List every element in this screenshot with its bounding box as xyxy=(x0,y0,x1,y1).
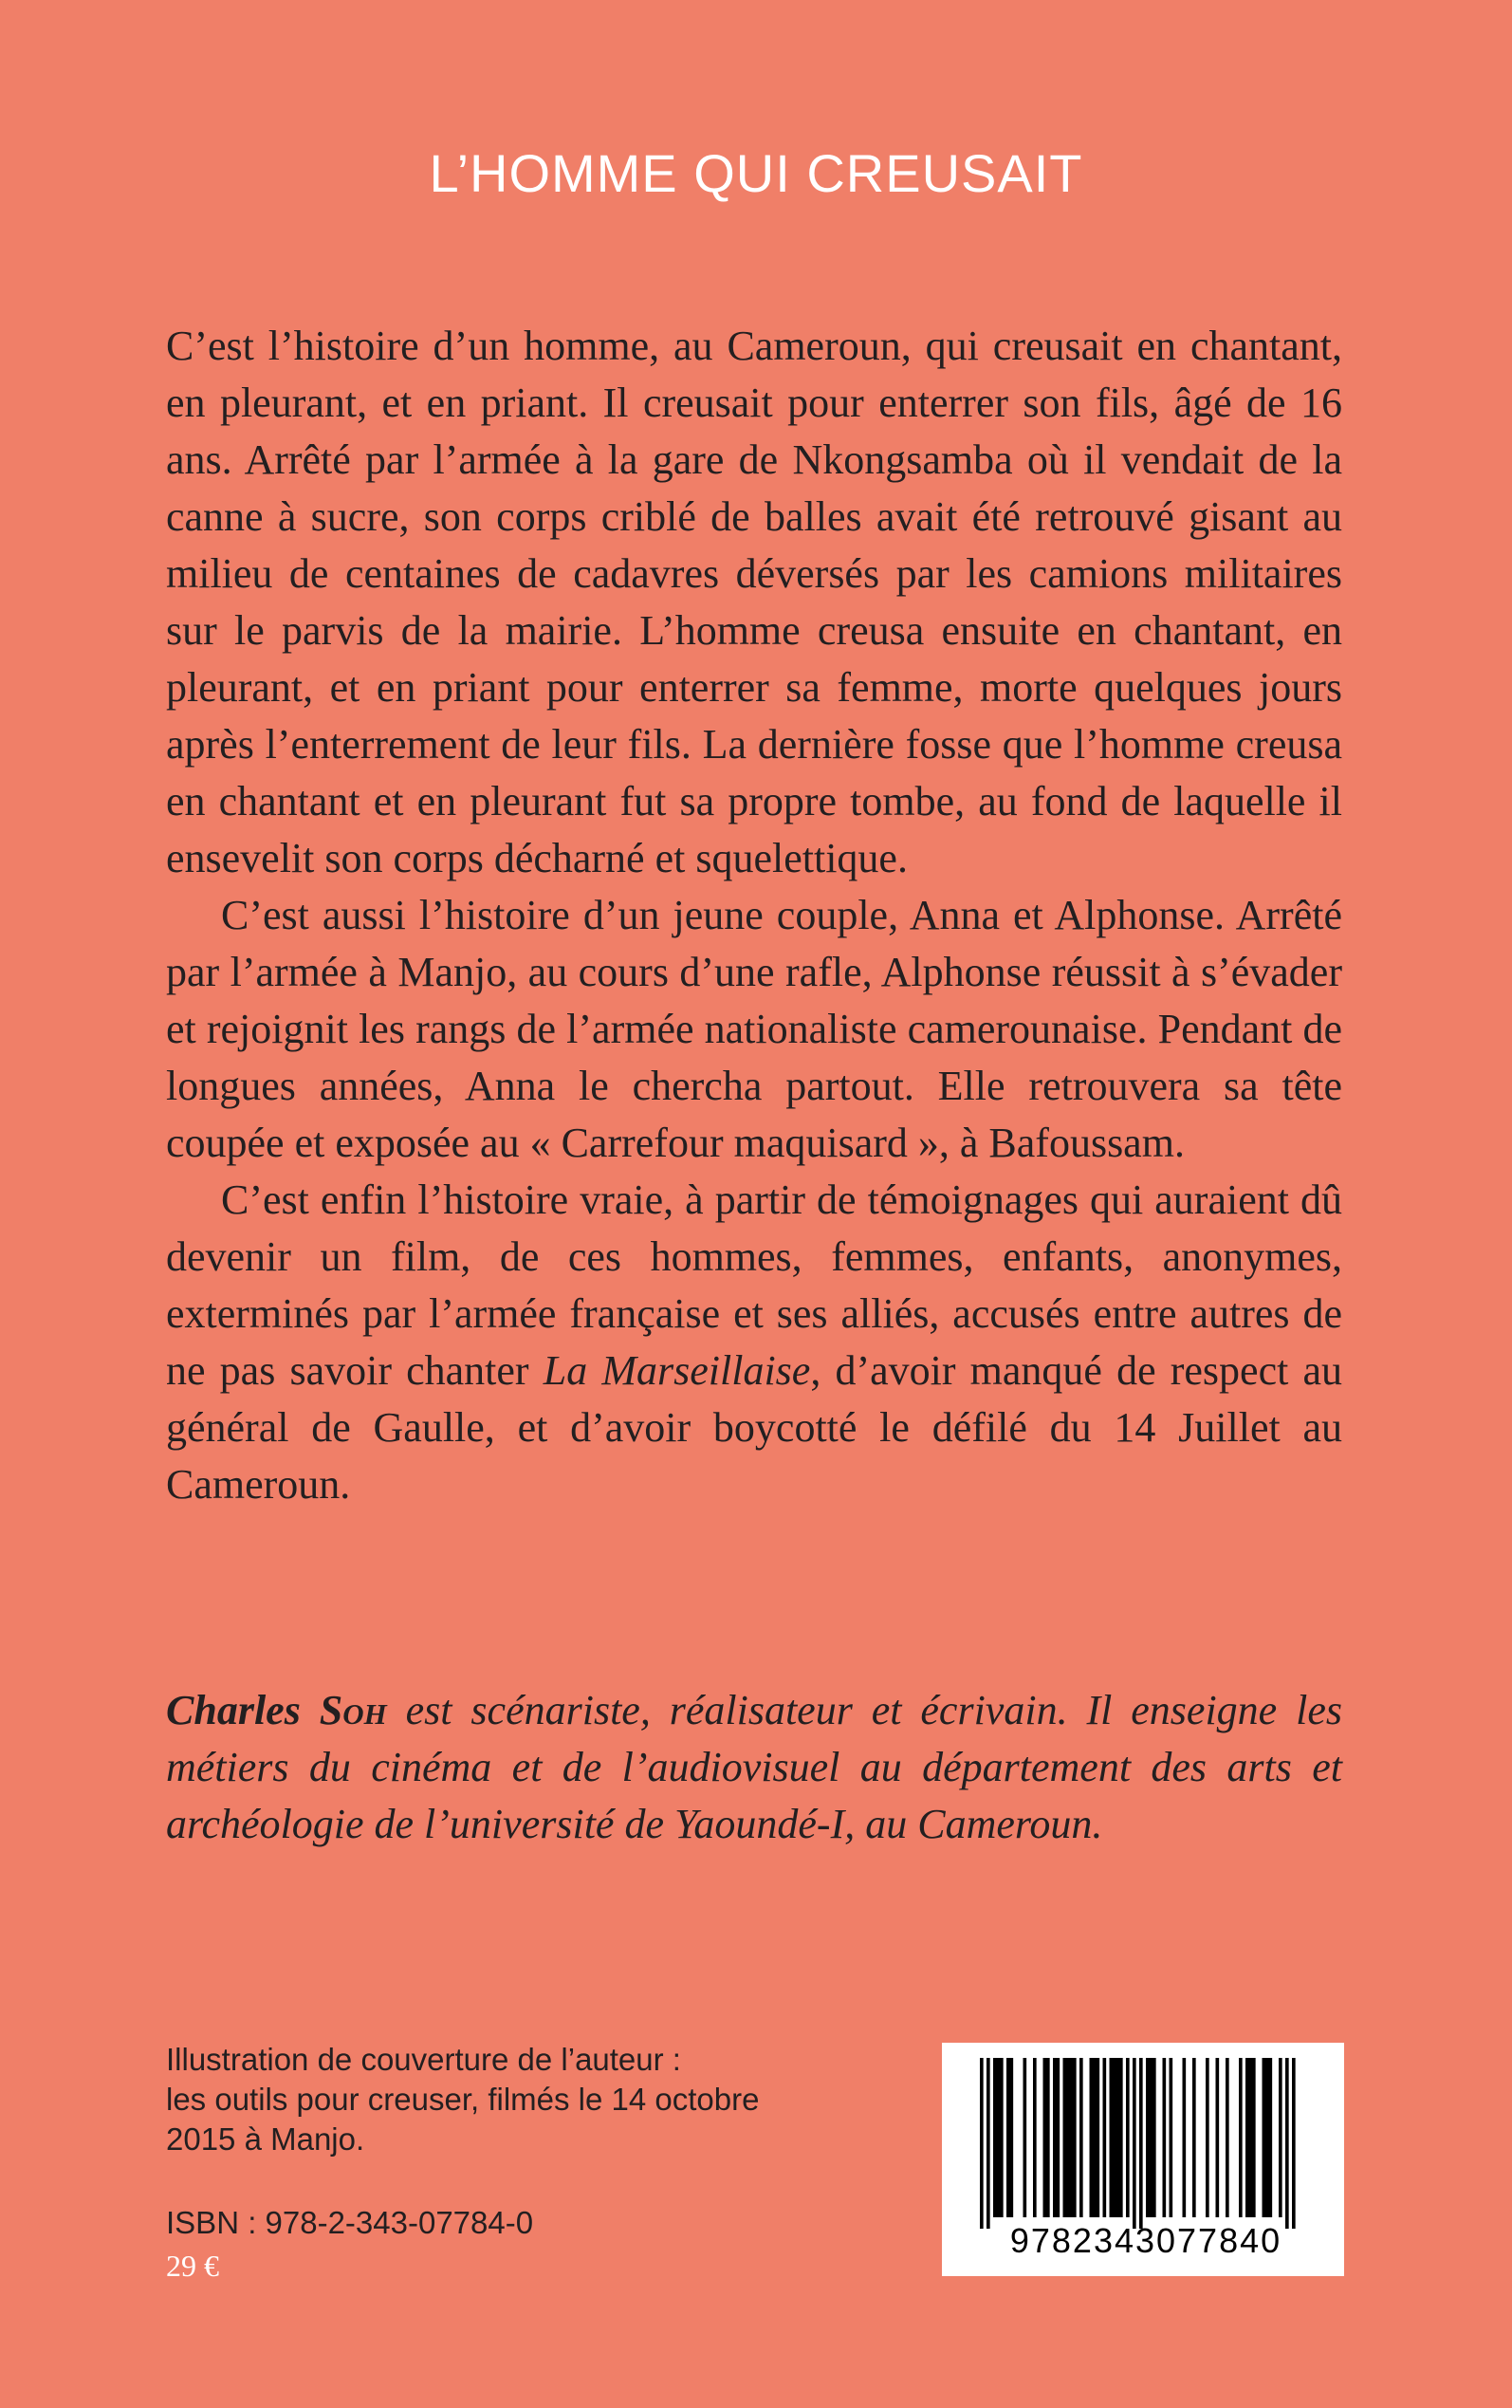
barcode-bar xyxy=(1139,2058,1143,2229)
cover-illustration-credit xyxy=(166,2040,887,2159)
barcode-bar xyxy=(1146,2058,1150,2217)
barcode-bar xyxy=(1163,2058,1167,2217)
synopsis-paragraph-3-start: C’est enfin l’histoire vraie, à partir de témoignages qui auraient dû devenir un film, de ces hommes, femmes, enfants, anonymes, exterminés par l’armée française et ses alliés, accusés entre autres de ne pas savoir chanter xyxy=(166,1176,1342,1394)
barcode-bar xyxy=(1206,2058,1209,2217)
author-first-name: Charles xyxy=(166,1687,320,1733)
synopsis-paragraph-3 xyxy=(166,1172,1342,1513)
barcode-bar xyxy=(1006,2058,1010,2217)
isbn: ISBN : 978-2-343-07784-0 xyxy=(166,2205,534,2240)
author-last-name: Soh xyxy=(319,1687,387,1733)
synopsis-paragraph-2: C’est aussi l’histoire d’un jeune couple, Anna et Alphonse. Arrêté par l’armée à Manjo, au cours d’une rafle, Alphonse réussit à s’évader et rejoignit les rangs de l’armée nationaliste camerounaise. Pendant de longues années, Anna le chercha partout. Elle retrouvera sa tête coupée et exposée au « Carrefour maquisard », à Bafoussam. xyxy=(166,892,1342,1166)
credit-line-3: 2015 à Manjo. xyxy=(166,2121,365,2157)
book-title: L’HOMME QUI CREUSAIT xyxy=(429,143,1083,203)
barcode-bar xyxy=(1010,2058,1014,2217)
barcode-bar xyxy=(1126,2058,1130,2217)
credit-line-1: Illustration de couverture de l’auteur : xyxy=(166,2042,681,2077)
barcode-bar xyxy=(1150,2058,1153,2217)
barcode-bar xyxy=(997,2058,1001,2217)
barcode-bar xyxy=(1073,2058,1077,2217)
barcode-bar xyxy=(1093,2058,1097,2217)
author-bio-text: est scénariste, réalisateur et écrivain. Il enseigne les métiers du cinéma et de l’audiovisuel au département des arts et archéologie de l’université de Yaoundé-I, au Cameroun. xyxy=(166,1687,1342,1847)
barcode-bar xyxy=(1023,2058,1027,2217)
barcode-bar xyxy=(1252,2058,1256,2217)
barcode-bar xyxy=(1292,2058,1296,2229)
synopsis-paragraph-3-end: , d’avoir manqué de respect au général de Gaulle, et d’avoir boycotté le défilé du 14 Juillet au Cameroun. xyxy=(166,1347,1342,1508)
barcode-bar xyxy=(1152,2058,1156,2217)
barcode-bar xyxy=(1090,2058,1094,2217)
barcode-bar xyxy=(1192,2058,1196,2217)
barcode-bar xyxy=(1279,2058,1282,2217)
barcode-bar xyxy=(1066,2058,1070,2217)
barcode-bar xyxy=(1183,2058,1187,2217)
song-title: La Marseillaise xyxy=(543,1347,811,1394)
barcode-bar xyxy=(1063,2058,1067,2217)
barcode-bar xyxy=(1000,2058,1004,2217)
barcode-bar xyxy=(1245,2058,1249,2217)
barcode-bar xyxy=(1285,2058,1289,2229)
barcode-bar xyxy=(1046,2058,1050,2217)
barcode-bar xyxy=(1269,2058,1273,2217)
synopsis-paragraph-1: C’est l’histoire d’un homme, au Cameroun, qui creusait en chantant, en pleurant, et en priant. Il creusait pour enterrer son fils, âgé de 16 ans. Arrêté par l’armée à la gare de Nkongsamba où il vendait de la canne à sucre, son corps criblé de balles avait été retrouvé gisant au milieu de centaines de cadavres déversés par les camions militaires sur le parvis de la mairie. L’homme creusa ensuite en chantant, en pleurant, et en priant pour enterrer sa femme, morte quelques jours après l’enterrement de leur fils. La dernière fosse que l’homme creusa en chantant et en pleurant fut sa propre tombe, au fond de laquelle il ensevelit son corps décharné et squelettique. xyxy=(166,323,1342,881)
barcode-bar xyxy=(1079,2058,1083,2217)
barcode-digits: 9782343077840 xyxy=(1009,2221,1282,2260)
barcode-bar xyxy=(1249,2058,1253,2217)
barcode-bar xyxy=(1170,2058,1173,2217)
barcode-bar xyxy=(1265,2058,1269,2217)
synopsis xyxy=(166,318,1342,1513)
barcode-bar xyxy=(1070,2058,1074,2217)
credit-line-2: les outils pour creuser, filmés le 14 octobre xyxy=(166,2082,760,2117)
author-bio xyxy=(166,1682,1342,1853)
barcode-bar xyxy=(1119,2058,1123,2217)
barcode-bar xyxy=(1239,2058,1243,2217)
barcode-bar xyxy=(1263,2058,1266,2217)
price: 29 € xyxy=(166,2249,219,2283)
barcode-bar xyxy=(1103,2058,1107,2217)
barcode-bar xyxy=(1113,2058,1116,2217)
barcode-bar xyxy=(1116,2058,1120,2217)
barcode-bar xyxy=(1110,2058,1114,2217)
barcode-bar xyxy=(1043,2058,1047,2217)
barcode-bar xyxy=(986,2058,990,2229)
barcode-bar xyxy=(1053,2058,1057,2217)
barcode-bar xyxy=(1057,2058,1060,2217)
barcode xyxy=(942,2043,1344,2276)
barcode-bar xyxy=(1133,2058,1136,2229)
author-name xyxy=(166,1687,387,1733)
barcode-bar xyxy=(1226,2058,1229,2217)
barcode-bar xyxy=(1097,2058,1100,2217)
barcode-bar xyxy=(1033,2058,1037,2217)
barcode-bar xyxy=(980,2058,984,2229)
barcode-bar xyxy=(1216,2058,1220,2217)
barcode-bar xyxy=(993,2058,997,2217)
